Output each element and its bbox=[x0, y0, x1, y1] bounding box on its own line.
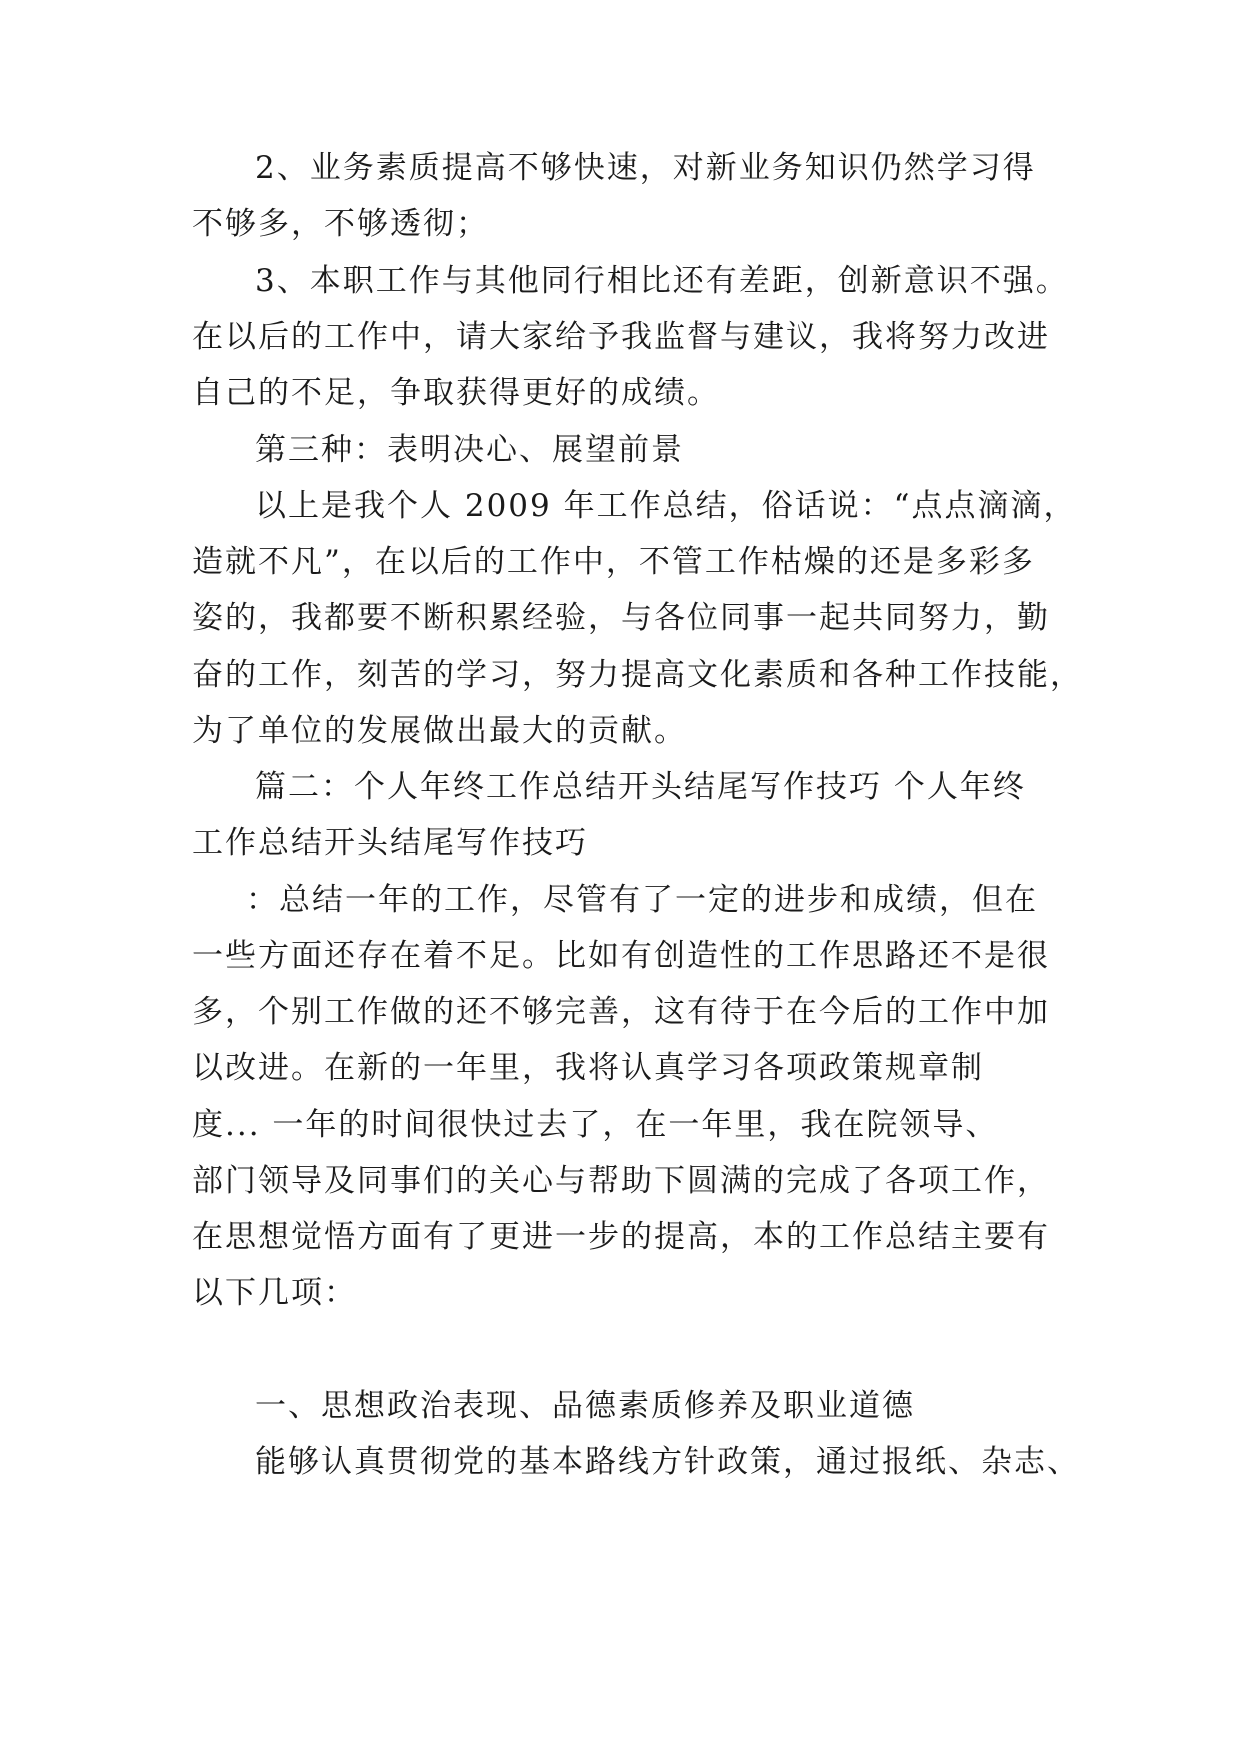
text-line: ：总结一年的工作，尽管有了一定的进步和成绩，但在 bbox=[246, 882, 1038, 918]
text-line: 造就不凡”，在以后的工作中，不管工作枯燥的还是多彩多 bbox=[192, 544, 1035, 580]
text-line: 以上是我个人 2009 年工作总结，俗话说：“点点滴滴， bbox=[255, 488, 1077, 524]
text-line: 度... 一年的时间很快过去了，在一年里，我在院领导、 bbox=[192, 1107, 999, 1143]
text-line: 在以后的工作中，请大家给予我监督与建议，我将努力改进 bbox=[192, 319, 1050, 355]
section-heading: 工作总结开头结尾写作技巧 bbox=[192, 825, 588, 861]
text-line: 为了单位的发展做出最大的贡献。 bbox=[192, 713, 687, 749]
text-line: 自己的不足，争取获得更好的成绩。 bbox=[192, 375, 720, 411]
text-line: 不够多，不够透彻； bbox=[192, 206, 489, 242]
text-line: 奋的工作，刻苦的学习，努力提高文化素质和各种工作技能， bbox=[192, 657, 1083, 693]
text-line: 部门领导及同事们的关心与帮助下圆满的完成了各项工作， bbox=[192, 1163, 1050, 1199]
text-line: 多，个别工作做的还不够完善，这有待于在今后的工作中加 bbox=[192, 994, 1050, 1030]
text-line: 能够认真贯彻党的基本路线方针政策，通过报纸、杂志、 bbox=[255, 1444, 1080, 1480]
text-line: 姿的，我都要不断积累经验，与各位同事一起共同努力，勤 bbox=[192, 600, 1050, 636]
text-line: 在思想觉悟方面有了更进一步的提高，本的工作总结主要有 bbox=[192, 1219, 1050, 1255]
section-heading: 一、思想政治表现、品德素质修养及职业道德 bbox=[255, 1388, 915, 1424]
section-heading: 篇二：个人年终工作总结开头结尾写作技巧 个人年终 bbox=[255, 769, 1026, 805]
section-heading: 第三种：表明决心、展望前景 bbox=[255, 432, 684, 468]
text-line: 以改进。在新的一年里，我将认真学习各项政策规章制 bbox=[192, 1050, 984, 1086]
text-line: 3、本职工作与其他同行相比还有差距，创新意识不强。 bbox=[255, 263, 1069, 299]
text-line: 一些方面还存在着不足。比如有创造性的工作思路还不是很 bbox=[192, 938, 1050, 974]
text-line: 2、业务素质提高不够快速，对新业务知识仍然学习得 bbox=[255, 150, 1036, 186]
text-line: 以下几项： bbox=[192, 1275, 357, 1311]
